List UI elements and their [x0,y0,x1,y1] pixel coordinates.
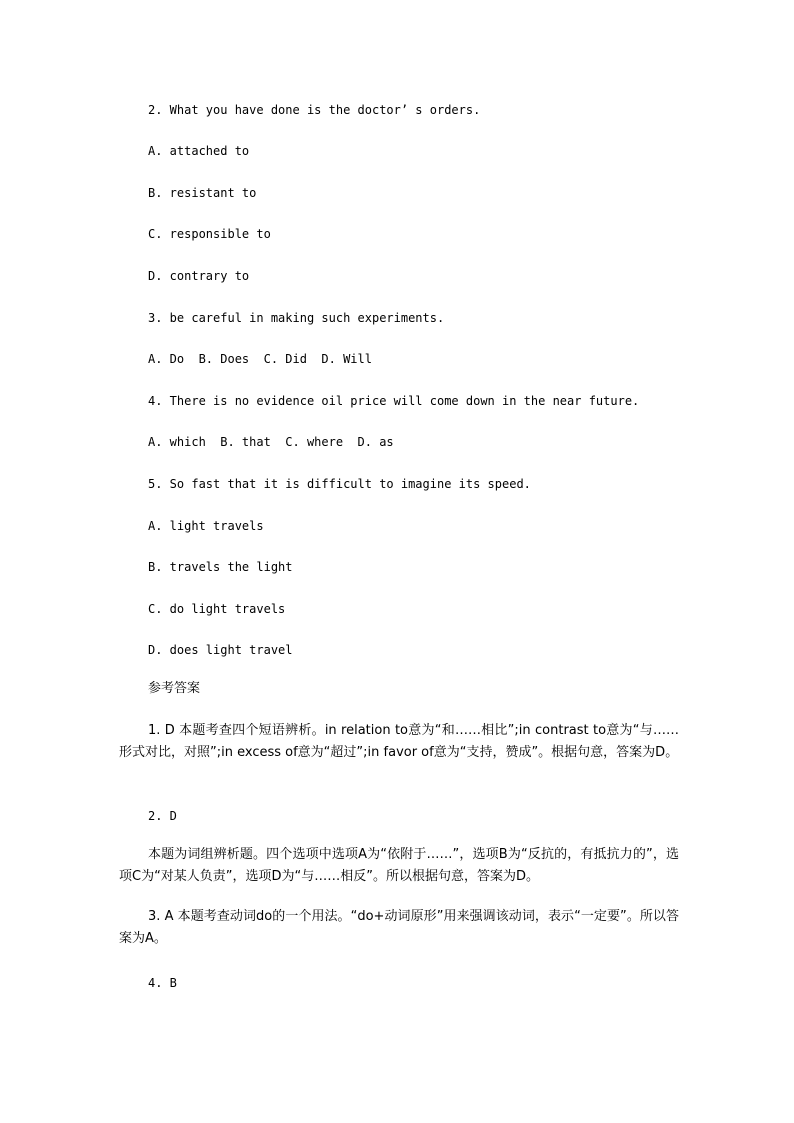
question-5-option-a: A. light travels [148,519,264,533]
answer-1: 1. D 本题考查四个短语辨析。in relation to意为“和……相比”;in contrast to意为“与……形式对比，对照”;in excess of意为“超过”;in favor of意为“支持，赞成”。根据句意，答案为D。 [119,723,679,760]
question-4-stem: 4. There is no evidence oil price will come down in the near future. [148,394,640,408]
question-5-option-d: D. does light travel [148,643,293,657]
question-2-option-d: D. contrary to [148,269,250,283]
answer-4: 4. B [148,976,177,990]
question-5-stem: 5. So fast that it is difficult to imagine its speed. [148,477,531,491]
answer-3: 3. A 本题考查动词do的一个用法。“do+动词原形”用来强调该动词，表示“一定要”。所以答案为A。 [119,909,679,946]
question-4-options: A. which B. that C. where D. as [148,435,394,449]
question-2-option-a: A. attached to [148,144,250,158]
question-3-options: A. Do B. Does C. Did D. Will [148,352,372,366]
question-2-option-c: C. responsible to [148,227,271,241]
answer-2-explanation: 本题为词组辨析题。四个选项中选项A为“依附于……”，选项B为“反抗的，有抵抗力的”，选项C为“对某人负责”，选项D为“与……相反”。所以根据句意，答案为D。 [119,847,679,884]
question-5-option-c: C. do light travels [148,602,286,616]
question-2-option-b: B. resistant to [148,186,257,200]
question-2-stem: 2. What you have done is the doctor’ s orders. [148,103,481,117]
question-3-stem: 3. be careful in making such experiments. [148,311,445,325]
question-5-option-b: B. travels the light [148,560,293,574]
answers-heading: 参考答案 [148,681,201,696]
answer-2: 2. D [148,809,177,823]
